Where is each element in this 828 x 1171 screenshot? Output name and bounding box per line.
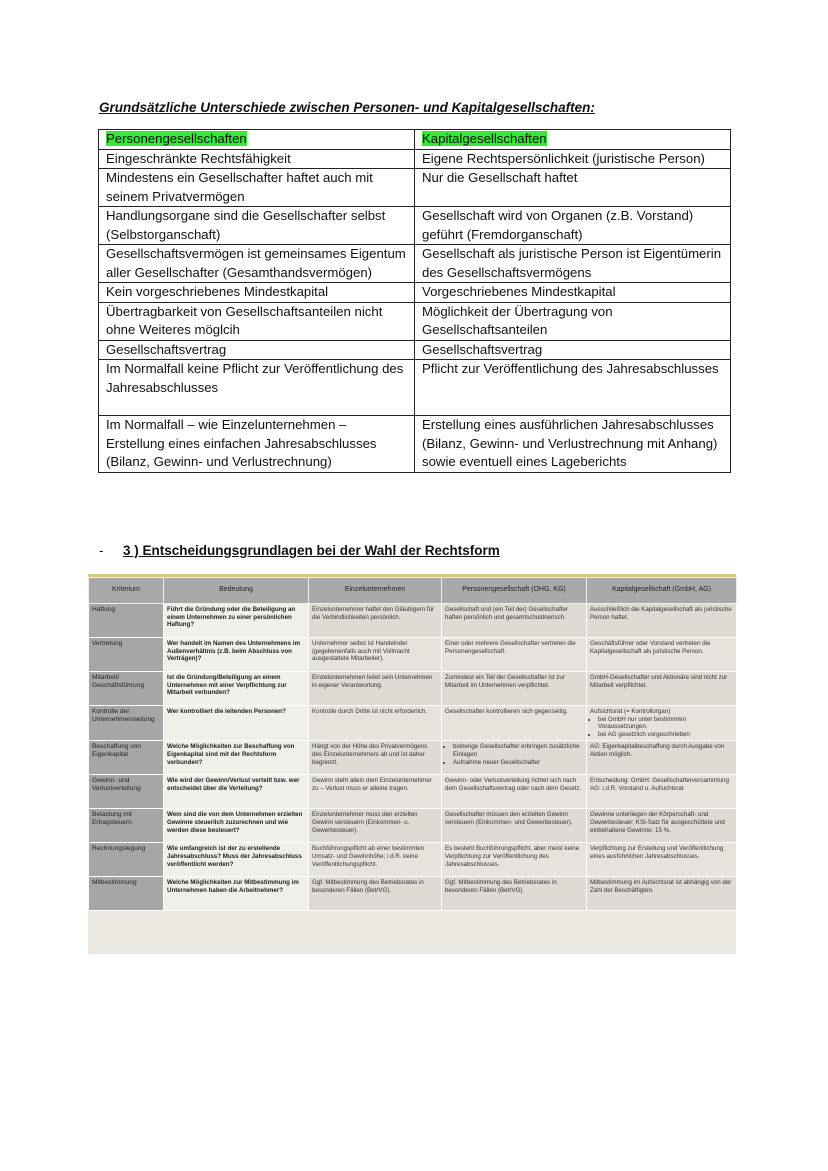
cell-text: Aufsichtsrat (= Kontrollorgan) (590, 708, 671, 715)
cell-kapital: Nur die Gesellschaft haftet (415, 169, 731, 207)
table-row (89, 604, 737, 638)
einzel-cell: Kontrolle durch Dritte ist nicht erforderlich. (309, 706, 442, 741)
table-row (99, 245, 731, 283)
einzel-cell: Einzelunternehmen leitet sein Unternehmen in eigener Verantwortung. (309, 672, 442, 706)
list-item: • bei GmbH nur unter bestimmten Voraussetzungen. (598, 716, 733, 731)
comparison-header-row (99, 130, 731, 150)
table-row (99, 169, 731, 207)
einzel-cell: Einzelunternehmer haftet den Gläubigern für die Verbindlichkeiten persönlich. (309, 604, 442, 638)
cell-kapital: Pflicht zur Veröffentlichung des Jahresabschlusses (415, 360, 731, 416)
cell-kapital: Gesellschaft wird von Organen (z.B. Vorstand) geführt (Fremdorganschaft) (415, 207, 731, 245)
table-row (99, 360, 731, 416)
cell-kapital: Erstellung eines ausführlichen Jahresabschlusses (Bilanz, Gewinn- und Verlustrechnung mit Anhang) sowie eventuell eines Lageberichts (415, 416, 731, 473)
list-item: • bisherige Gesellschafter erbringen zusätzliche Einlagen (453, 743, 583, 758)
table-row (89, 672, 737, 706)
criterion-cell: Beschaffung von Eigenkapital (89, 741, 164, 775)
reference-header-row (89, 578, 737, 604)
question-cell: Welche Möglichkeiten zur Beschaffung von Eigenkapital sind mit der Rechtsform verbunden? (164, 741, 309, 775)
criterion-cell: Vertretung (89, 638, 164, 672)
question-cell: Wer handelt im Namen des Unternehmens im Außenverhältnis (z.B. beim Abschluss von Verträgen)? (164, 638, 309, 672)
question-cell: Wem sind die von dem Unternehmen erzielten Gewinne steuerlich zuzurechnen und wie werden diese besteuert? (164, 809, 309, 843)
header-label: Kapitalgesellschaften (422, 131, 547, 146)
table-row (89, 741, 737, 775)
table-row (99, 283, 731, 303)
kapital-cell: GmbH-Gesellschafter und Aktionäre sind nicht zur Mitarbeit verpflichtet. (587, 672, 737, 706)
reference-table (88, 577, 737, 911)
question-cell: Wie wird der Gewinn/Verlust verteilt bzw. wer entscheidet über die Verteilung? (164, 775, 309, 809)
personen-cell: Gesellschafter müssen den erzielten Gewinn versteuern (Einkommen- und Gewerbesteuer). (442, 809, 587, 843)
criterion-cell: Rechnungslegung (89, 843, 164, 877)
section-heading (99, 543, 500, 558)
question-cell: Welche Möglichkeiten zur Mitbestimmung im Unternehmen haben die Arbeitnehmer? (164, 877, 309, 911)
cell-personen: Mindestens ein Gesellschafter haftet auch mit seinem Privatvermögen (99, 169, 415, 207)
table-row (89, 775, 737, 809)
list-item: • Aufnahme neuer Gesellschafter (453, 759, 583, 767)
cell-kapital: Möglichkeit der Übertragung von Gesellschaftsanteilen (415, 302, 731, 340)
criterion-cell: Belastung mit Ertragsteuern (89, 809, 164, 843)
scanned-reference-table (88, 574, 736, 954)
kapital-cell: Verpflichtung zur Erstellung und Veröffentlichung eines ausführlichen Jahresabschlusses. (587, 843, 737, 877)
bullet-list (445, 743, 583, 766)
table-row (99, 340, 731, 360)
cell-personen: Eingeschränkte Rechtsfähigkeit (99, 149, 415, 169)
table-row (89, 809, 737, 843)
cell-kapital: Gesellschaft als juristische Person ist Eigentümerin des Gesellschaftsvermögens (415, 245, 731, 283)
personen-cell: Es besteht Buchführungspflicht, aber meist keine Verpflichtung zur Veröffentlichung des Jahresabschlusses. (442, 843, 587, 877)
personen-cell: Zumindest ein Teil der Gesellschafter ist zur Mitarbeit im Unternehmen verpflichtet. (442, 672, 587, 706)
kapital-cell: Mitbestimmung im Aufsichtsrat ist abhängig von der Zahl der Beschäftigten. (587, 877, 737, 911)
cell-personen: Gesellschaftsvertrag (99, 340, 415, 360)
criterion-cell: Haftung (89, 604, 164, 638)
cell-kapital: Vorgeschriebenes Mindestkapital (415, 283, 731, 303)
cell-personen: Gesellschaftsvermögen ist gemeinsames Eigentum aller Gesellschafter (Gesamthandsvermögen) (99, 245, 415, 283)
cell-personen: Übertragbarkeit von Gesellschaftsanteilen nicht ohne Weiteres möglcih (99, 302, 415, 340)
criterion-cell: Gewinn- und Verlustverteilung (89, 775, 164, 809)
cell-personen: Im Normalfall – wie Einzelunternehmen – Erstellung eines einfachen Jahresabschlusses (Bilanz, Gewinn- und Verlustrechnung) (99, 416, 415, 473)
personen-cell: Ggf. Mitbestimmung des Betriebsrates in besonderen Fällen (BetrVG). (442, 877, 587, 911)
question-cell: Wie umfangreich ist der zu erstellende Jahresabschluss? Muss der Jahresabschluss veröffentlicht werden? (164, 843, 309, 877)
header-kapitalgesellschaften (415, 130, 731, 150)
criterion-cell: Kontrolle der Unternehmensleitung (89, 706, 164, 741)
header-label: Personengesellschaften (106, 131, 247, 146)
question-cell: Führt die Gründung oder die Beteiligung an einem Unternehmen zu einer persönlichen Haftung? (164, 604, 309, 638)
column-header: Einzelunternehmen (309, 578, 442, 604)
kapital-cell: Entscheidung: GmbH: Gesellschafterversammlung AG: i.d.R. Vorstand u. Aufsichtsrat (587, 775, 737, 809)
table-row (99, 149, 731, 169)
table-row (89, 843, 737, 877)
kapital-cell (587, 706, 737, 741)
cell-kapital: Gesellschaftsvertrag (415, 340, 731, 360)
einzel-cell: Hängt von der Höhe des Privatvermögens des Einzelunternehmers ab und ist daher begrenzt. (309, 741, 442, 775)
personen-cell: Einer oder mehrere Gesellschafter vertreten die Personengesellschaft. (442, 638, 587, 672)
column-header: Kriterium (89, 578, 164, 604)
einzel-cell: Unternehmer selbst ist Handelnder (gegebenenfalls auch mit Vollmacht ausgestattete Mitarbeiter). (309, 638, 442, 672)
column-header: Kapitalgesellschaft (GmbH, AG) (587, 578, 737, 604)
personen-cell: Gesellschafter kontrollieren sich gegenseitig. (442, 706, 587, 741)
personen-cell (442, 741, 587, 775)
reference-table-body (89, 604, 737, 911)
kapital-cell: AG: Eigenkapitalbeschaffung durch Ausgabe von Aktien möglich. (587, 741, 737, 775)
list-bullet: - (99, 543, 104, 558)
personen-cell: Gewinn- oder Verlustverteilung richtet sich nach dem Gesellschaftsvertrag oder nach dem Gesetz. (442, 775, 587, 809)
table-row (99, 416, 731, 473)
einzel-cell: Ggf. Mitbestimmung des Betriebsrates in besonderen Fällen (BetrVG). (309, 877, 442, 911)
comparison-table (98, 129, 731, 473)
criterion-cell: Mitbestimmung (89, 877, 164, 911)
einzel-cell: Gewinn steht allein dem Einzelunternehmer zu – Verlust muss er alleine tragen. (309, 775, 442, 809)
personen-cell: Gesellschaft und (ein Teil der) Gesellschafter haften persönlich und gesamtschuldnerisch. (442, 604, 587, 638)
cell-personen: Handlungsorgane sind die Gesellschafter selbst (Selbstorganschaft) (99, 207, 415, 245)
section-title: 3 ) Entscheidungsgrundlagen bei der Wahl der Rechtsform (123, 543, 500, 558)
header-personengesellschaften (99, 130, 415, 150)
cell-personen: Im Normalfall keine Pflicht zur Veröffentlichung des Jahresabschlusses (99, 360, 415, 416)
column-header: Personengesellschaft (OHG, KG) (442, 578, 587, 604)
cell-personen: Kein vorgeschriebenes Mindestkapital (99, 283, 415, 303)
table-row (89, 877, 737, 911)
cell-kapital: Eigene Rechtspersönlichkeit (juristische Person) (415, 149, 731, 169)
bullet-list (590, 716, 733, 739)
list-item: • bei AG gesetzlich vorgeschrieben (598, 731, 733, 739)
table-row (89, 638, 737, 672)
table-row (99, 302, 731, 340)
criterion-cell: Mitarbeit/ Geschäftsführung (89, 672, 164, 706)
kapital-cell: Gewinne unterliegen der Körperschaft- und Gewerbesteuer; KSt-Satz für ausgeschüttete und einbehaltene Gewinne: 15 %. (587, 809, 737, 843)
column-header: Bedeutung (164, 578, 309, 604)
einzel-cell: Buchführungspflicht ab einer bestimmten Umsatz- und Gewinnhöhe; i.d.R. keine Veröffentlichungspflicht. (309, 843, 442, 877)
page-title: Grundsätzliche Unterschiede zwischen Personen- und Kapitalgesellschaften: (99, 100, 595, 115)
kapital-cell: Geschäftsführer oder Vorstand vertreten die Kapitalgesellschaft als juristische Person. (587, 638, 737, 672)
einzel-cell: Einzelunternehmer muss den erzielten Gewinn versteuern (Einkommen- u. Gewerbesteuer). (309, 809, 442, 843)
kapital-cell: Ausschließlich die Kapitalgesellschaft als juristische Person haftet. (587, 604, 737, 638)
table-row (89, 706, 737, 741)
table-row (99, 207, 731, 245)
question-cell: Ist die Gründung/Beteiligung an einem Unternehmen mit einer Verpflichtung zur Mitarbeit verbunden? (164, 672, 309, 706)
question-cell: Wer kontrolliert die leitenden Personen? (164, 706, 309, 741)
